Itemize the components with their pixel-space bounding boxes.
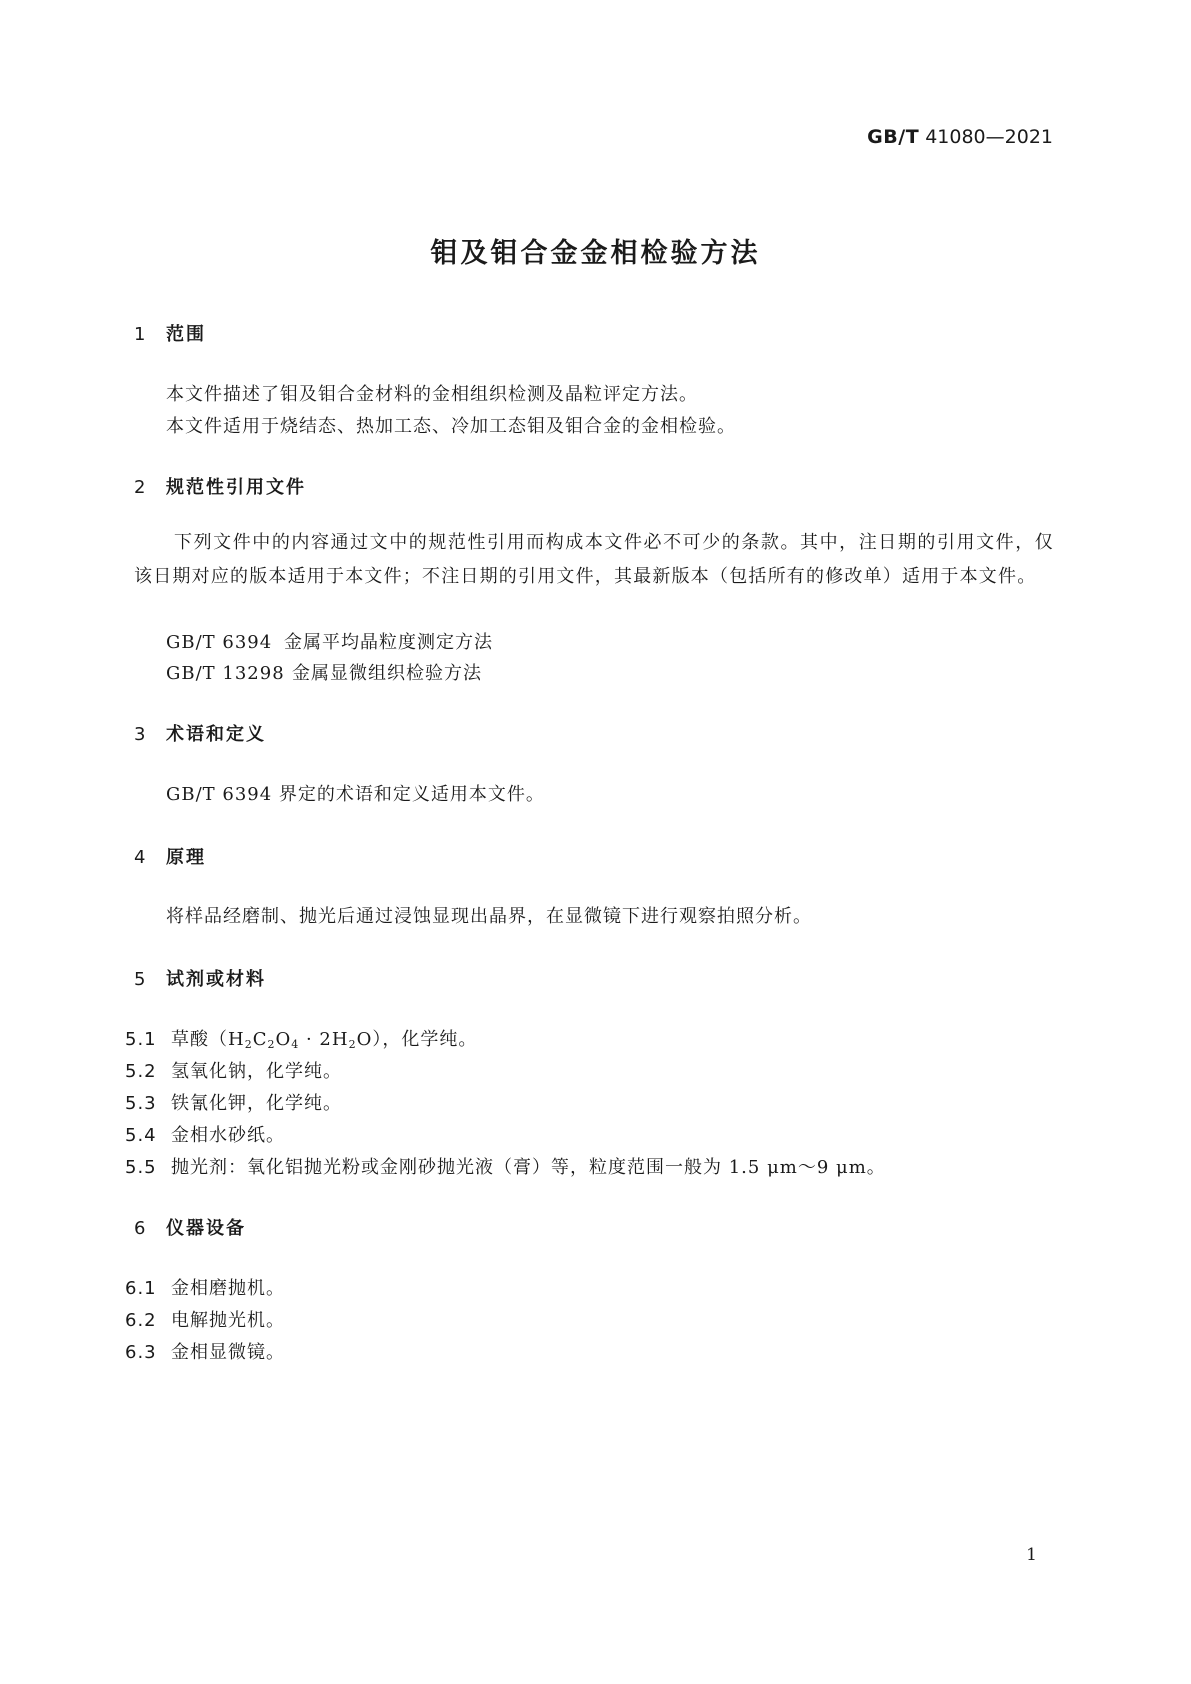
section-6-heading (134, 1214, 246, 1240)
item-text: 金相显微镜。 (171, 1342, 285, 1363)
section-3-heading (134, 720, 266, 746)
item-text: 铁氰化钾，化学纯。 (171, 1093, 342, 1114)
list-item (125, 1025, 477, 1051)
item-text: 电解抛光机。 (171, 1310, 285, 1331)
list-item (125, 1274, 285, 1300)
list-item (125, 1089, 342, 1115)
section-title: 术语和定义 (166, 724, 266, 745)
section-1-heading (134, 320, 206, 346)
standard-id (867, 126, 1053, 148)
list-item (125, 1057, 342, 1083)
section-title: 规范性引用文件 (166, 477, 306, 498)
formula-part: · 2H (299, 1029, 349, 1050)
list-item (125, 1338, 285, 1364)
normative-reference (166, 628, 493, 654)
subscript: 2 (348, 1038, 357, 1051)
page-number: 1 (1026, 1545, 1037, 1565)
reference-code: GB/T 6394 (166, 632, 273, 653)
section-title: 原理 (166, 847, 206, 868)
section-2-heading (134, 473, 306, 499)
section-title: 仪器设备 (166, 1218, 246, 1239)
item-number: 6.2 (125, 1310, 157, 1331)
item-number: 5.2 (125, 1061, 157, 1082)
reference-name: 金属平均晶粒度测定方法 (284, 632, 493, 653)
item-number: 6.1 (125, 1278, 157, 1299)
section-number: 3 (134, 724, 148, 745)
item-number: 5.4 (125, 1125, 157, 1146)
formula-part: O (275, 1029, 292, 1050)
standard-number: 41080—2021 (925, 126, 1053, 148)
item-number: 6.3 (125, 1342, 157, 1363)
section-1-paragraph-1: 本文件描述了钼及钼合金材料的金相组织检测及晶粒评定方法。 (166, 384, 698, 405)
normative-reference (166, 659, 482, 685)
list-item (125, 1306, 285, 1332)
section-1-paragraph-2: 本文件适用于烧结态、热加工态、冷加工态钼及钼合金的金相检验。 (166, 416, 736, 437)
section-number: 1 (134, 324, 148, 345)
section-number: 2 (134, 477, 148, 498)
reference-code: GB/T 13298 (166, 663, 285, 684)
list-item (125, 1153, 886, 1179)
item-number: 5.5 (125, 1157, 157, 1178)
section-number: 6 (134, 1218, 148, 1239)
subscript: 2 (244, 1038, 253, 1051)
section-number: 5 (134, 969, 148, 990)
item-text: 抛光剂：氧化铝抛光粉或金刚砂抛光液（膏）等，粒度范围一般为 1.5 μm～9 μm。 (171, 1157, 886, 1178)
section-4-paragraph: 将样品经磨制、抛光后通过浸蚀显现出晶界，在显微镜下进行观察拍照分析。 (166, 906, 812, 927)
standard-prefix: GB/T (867, 126, 920, 148)
subscript: 2 (267, 1038, 276, 1051)
list-item (125, 1121, 285, 1147)
subscript: 4 (291, 1038, 300, 1051)
section-3-paragraph: GB/T 6394 界定的术语和定义适用本文件。 (166, 784, 545, 805)
section-title: 试剂或材料 (166, 969, 266, 990)
section-2-paragraph: 下列文件中的内容通过文中的规范性引用而构成本文件必不可少的条款。其中，注日期的引用文件，仅该日期对应的版本适用于本文件；不注日期的引用文件，其最新版本（包括所有的修改单）适用于本文件。 (134, 532, 1054, 587)
section-title: 范围 (166, 324, 206, 345)
item-text (171, 1029, 477, 1050)
reference-name: 金属显微组织检验方法 (292, 663, 482, 684)
item-text: 氢氧化钠，化学纯。 (171, 1061, 342, 1082)
section-number: 4 (134, 847, 148, 868)
item-text: 金相磨抛机。 (171, 1278, 285, 1299)
formula-suffix: O），化学纯。 (356, 1029, 478, 1050)
item-number: 5.1 (125, 1029, 157, 1050)
item-text: 金相水砂纸。 (171, 1125, 285, 1146)
item-number: 5.3 (125, 1093, 157, 1114)
document-title: 钼及钼合金金相检验方法 (430, 238, 761, 269)
section-5-heading (134, 965, 266, 991)
formula-part: C (252, 1029, 268, 1050)
section-4-heading (134, 843, 206, 869)
formula-prefix: 草酸（H (171, 1029, 245, 1050)
